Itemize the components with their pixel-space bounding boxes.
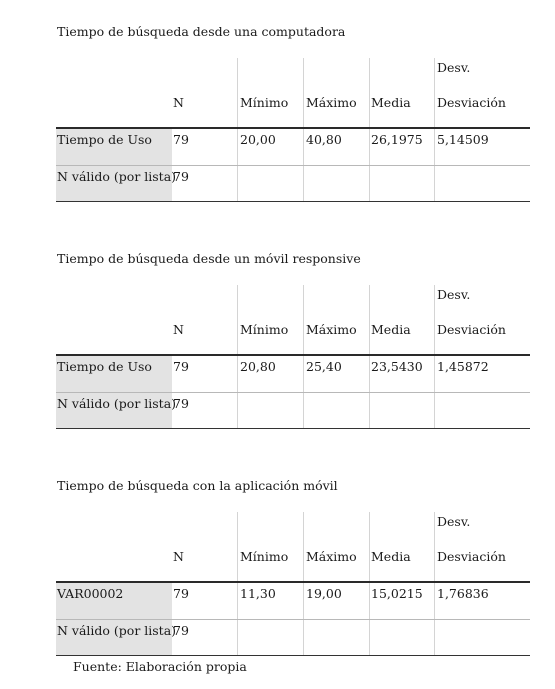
header-mean: Media bbox=[371, 95, 411, 110]
column-divider bbox=[303, 285, 304, 429]
cell-mean: 15,0215 bbox=[371, 586, 423, 601]
row-label-valid: N válido (por lista) bbox=[57, 396, 177, 411]
column-divider bbox=[237, 285, 238, 429]
column-divider bbox=[237, 58, 238, 202]
header-sd-line1: Desv. bbox=[437, 60, 471, 75]
header-maximum: Máximo bbox=[306, 549, 357, 564]
cell-n: 79 bbox=[173, 586, 189, 601]
column-divider bbox=[434, 285, 435, 429]
column-divider bbox=[303, 58, 304, 202]
cell-sd: 1,45872 bbox=[437, 359, 489, 374]
header-mean: Media bbox=[371, 549, 411, 564]
cell-maximum: 19,00 bbox=[306, 586, 342, 601]
row-divider bbox=[56, 392, 530, 393]
header-minimum: Mínimo bbox=[240, 549, 289, 564]
table-title: Tiempo de búsqueda desde un móvil responsive bbox=[57, 251, 361, 266]
table-title: Tiempo de búsqueda desde una computadora bbox=[57, 24, 346, 39]
header-maximum: Máximo bbox=[306, 95, 357, 110]
row-label: Tiempo de Uso bbox=[57, 359, 152, 374]
cell-minimum: 20,80 bbox=[240, 359, 276, 374]
row-label-valid: N válido (por lista) bbox=[57, 169, 177, 184]
cell-minimum: 11,30 bbox=[240, 586, 276, 601]
row-label-valid: N válido (por lista) bbox=[57, 623, 177, 638]
row-divider bbox=[56, 165, 530, 166]
header-sd-line2: Desviación bbox=[437, 322, 506, 337]
cell-maximum: 25,40 bbox=[306, 359, 342, 374]
column-divider bbox=[303, 512, 304, 656]
table-bottom-rule bbox=[56, 655, 530, 656]
header-n: N bbox=[173, 95, 184, 110]
table-bottom-rule bbox=[56, 201, 530, 202]
table-bottom-rule bbox=[56, 428, 530, 429]
header-minimum: Mínimo bbox=[240, 95, 289, 110]
column-divider bbox=[369, 58, 370, 202]
cell-sd: 5,14509 bbox=[437, 132, 489, 147]
header-sd-line1: Desv. bbox=[437, 514, 471, 529]
row-label: Tiempo de Uso bbox=[57, 132, 152, 147]
cell-n: 79 bbox=[173, 132, 189, 147]
column-divider bbox=[369, 512, 370, 656]
column-divider bbox=[369, 285, 370, 429]
column-divider bbox=[237, 512, 238, 656]
header-minimum: Mínimo bbox=[240, 322, 289, 337]
header-mean: Media bbox=[371, 322, 411, 337]
source-note: Fuente: Elaboración propia bbox=[73, 659, 247, 674]
cell-sd: 1,76836 bbox=[437, 586, 489, 601]
row-divider bbox=[56, 619, 530, 620]
cell-minimum: 20,00 bbox=[240, 132, 276, 147]
header-n: N bbox=[173, 549, 184, 564]
cell-n-valid: 79 bbox=[173, 623, 189, 638]
header-sd-line2: Desviación bbox=[437, 95, 506, 110]
cell-n-valid: 79 bbox=[173, 396, 189, 411]
column-divider bbox=[434, 512, 435, 656]
cell-mean: 26,1975 bbox=[371, 132, 423, 147]
cell-mean: 23,5430 bbox=[371, 359, 423, 374]
header-sd-line2: Desviación bbox=[437, 549, 506, 564]
cell-maximum: 40,80 bbox=[306, 132, 342, 147]
header-sd-line1: Desv. bbox=[437, 287, 471, 302]
table-title: Tiempo de búsqueda con la aplicación móvil bbox=[57, 478, 338, 493]
header-n: N bbox=[173, 322, 184, 337]
header-maximum: Máximo bbox=[306, 322, 357, 337]
row-label: VAR00002 bbox=[57, 586, 124, 601]
column-divider bbox=[434, 58, 435, 202]
cell-n: 79 bbox=[173, 359, 189, 374]
cell-n-valid: 79 bbox=[173, 169, 189, 184]
